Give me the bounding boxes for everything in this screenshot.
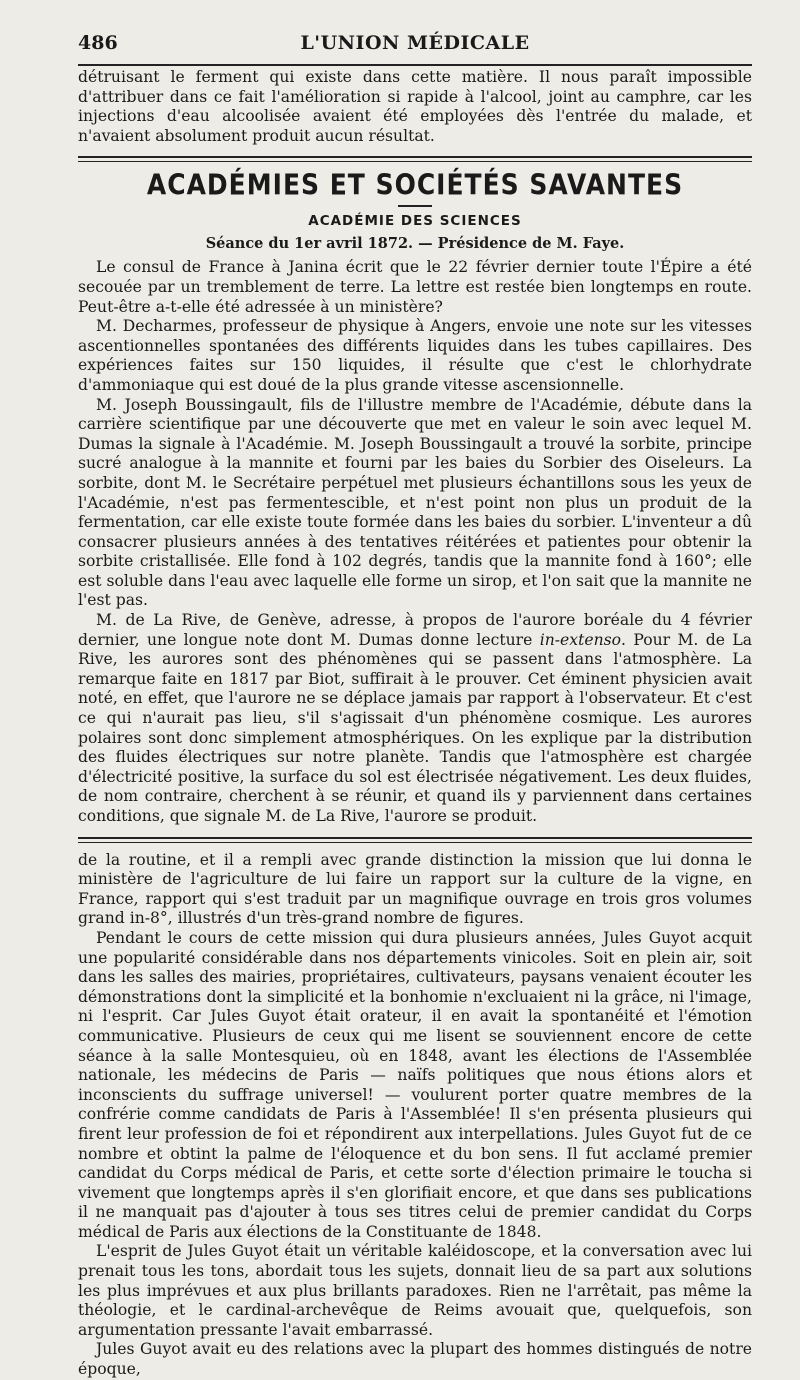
page-number: 486 [78, 32, 118, 54]
subsection-title: ACADÉMIE DES SCIENCES [308, 213, 522, 230]
section-rule [78, 156, 752, 162]
paragraph-la-rive [78, 611, 752, 827]
intro-paragraph: détruisant le ferment qui existe dans cette matière. Il nous paraît impossible d'attribuer dans ce fait l'amélioration si rapide à l'alcool, joint au camphre, car les injections d'eau alcoolisée avaient été employées dès l'entrée du malade, et n'avaient absolument produit aucun résultat. [78, 68, 752, 145]
document-page [78, 28, 752, 1380]
feuilleton-paragraph: de la routine, et il a rempli avec grande distinction la mission que lui donna le ministère de l'agriculture de lui faire un rapport sur la culture de la vigne, en France, rapport qui s'est traduit par un magnifique ouvrage en trois gros volumes grand in-8°, illustrés d'un très-grand nombre de figures. [78, 850, 752, 928]
paragraph-consul: Le consul de France à Janina écrit que le 22 février dernier toute l'Épire a été secouée par un tremblement de terre. La lettre est restée bien longtemps en route. Peut-être a-t-elle été adressée à un ministère? [78, 258, 752, 316]
title-divider [398, 205, 432, 207]
la-rive-italic: in-extenso [539, 630, 622, 649]
la-rive-text-before: M. de La Rive, de Genève, adresse, à propos de l'aurore boréale du 4 février dernier, une longue note dont M. Dumas donne lecture [78, 611, 752, 649]
paragraph-decharmes: M. Decharmes, professeur de physique à Angers, envoie une note sur les vitesses ascentionnelles spontanées des différents liquides dans les tubes capillaires. Des expériences faites sur 150 liquides, il résulte que c'est le chlorhydrate d'ammoniaque qui est doué de la plus grande vitesse ascensionnelle. [78, 317, 752, 394]
paragraph-boussingault: M. Joseph Boussingault, fils de l'illustre membre de l'Académie, débute dans la carrière scientifique par une découverte que met en valeur le soin avec lequel M. Dumas la signale à l'Académie. M. Joseph Boussingault a trouvé la sorbite, principe sucré analogue à la mannite et fourni par les baies du Sorbier des Oiseleurs. La sorbite, dont M. le Secrétaire perpétuel met plusieurs échantillons sous les yeux de l'Académie, n'est pas fermentescible, et n'est point non plus un produit de la fermentation, car elle existe toute formée dans les baies du sorbier. L'inventeur a dû consacrer plusieurs années à des tentatives réitérées et patientes pour obtenir la sorbite cristallisée. Elle fond à 102 degrés, tandis que la mannite fond à 160°; elle est soluble dans l'eau avec laquelle elle forme un sirop, et l'on sait que la mannite ne l'est pas. [78, 395, 752, 610]
feuilleton-rule [78, 837, 752, 843]
session-line: Séance du 1er avril 1872. — Présidence de M. Faye. [205, 235, 625, 253]
feuilleton-paragraph: Jules Guyot avait eu des relations avec la plupart des hommes distingués de notre époque, [78, 1340, 752, 1379]
header-rule [78, 64, 752, 66]
feuilleton-paragraph: L'esprit de Jules Guyot était un véritable kaléidoscope, et la conversation avec lui prenait tous les tons, abordait tous les sujets, donnait lieu de sa part aux solutions les plus imprévues et aux plus brillants paradoxes. Rien ne l'arrêtait, pas même la théologie, et le cardinal-archevêque de Reims avouait que, quelquefois, son argumentation pressante l'avait embarrassé. [78, 1242, 752, 1339]
section-title: ACADÉMIES ET SOCIÉTÉS SAVANTES [146, 168, 684, 202]
running-title: L'UNION MÉDICALE [300, 32, 530, 54]
feuilleton-paragraph: Pendant le cours de cette mission qui dura plusieurs années, Jules Guyot acquit une popularité considérable dans nos départements vinicoles. Soit en plein air, soit dans les salles des mairies, propriétaires, cultivateurs, paysans venaient écouter les démonstrations dont la simplicité et la bonhomie n'excluaient ni la grâce, ni l'image, ni l'esprit. Car Jules Guyot était orateur, il en avait la spontanéité et l'émotion communicative. Plusieurs de ceux qui me lisent se souviennent encore de cette séance à la salle Montesquieu, où en 1848, avant les élections de l'Assemblée nationale, les médecins de Paris — naïfs politiques que nous étions alors et inconscients du suffrage universel! — voulurent porter quatre membres de la confrérie comme candidats de Paris à l'Assemblée! Il s'en présenta plusieurs qui firent leur profession de foi et répondirent aux interpellations. Jules Guyot fut de ce nombre et obtint la palme de l'éloquence et du bon sens. Il fut acclamé premier candidat du Corps médical de Paris, et cette sorte d'élection primaire le toucha si vivement que longtemps après il s'en glorifiait encore, et que dans ses publications il ne manquait pas d'ajouter à tous ses titres celui de premier candidat du Corps médical de Paris aux élections de la Constituante de 1848. [78, 928, 752, 1241]
la-rive-text-after: . Pour M. de La Rive, les aurores sont des phénomènes qui se passent dans l'atmosphère. La remarque faite en 1817 par Biot, suffirait à le prouver. Cet éminent physicien avait noté, en effet, que l'aurore ne se déplace jamais par rapport à l'observateur. Et c'est ce qui n'aurait pas lieu, s'il s'agissait d'un phénomène cosmique. Les aurores polaires sont donc simplement atmosphériques. On les explique par la distribution des fluides électriques sur notre planète. Tandis que l'atmosphère est chargée d'électricité positive, la surface du sol est électrisée négativement. Les deux fluides, de nom contraire, cherchent à se réunir, et quand ils y parviennent dans certaines conditions, que signale M. de La Rive, l'aurore se produit. [78, 630, 752, 825]
page-header [78, 28, 752, 58]
